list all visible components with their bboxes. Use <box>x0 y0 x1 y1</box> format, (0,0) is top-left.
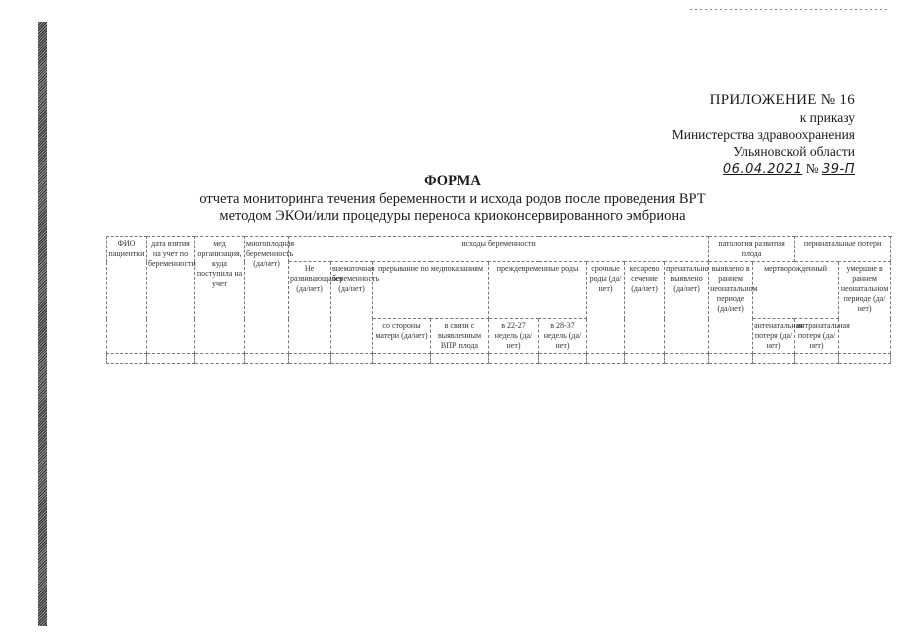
header-registration-date: дата взятия на учет по беременности <box>147 237 195 354</box>
to-order-line: к приказу <box>799 110 855 125</box>
header-termination-maternal: со стороны матери (да/нет) <box>373 319 431 354</box>
region-line: Ульяновской области <box>733 144 855 159</box>
table-cell <box>839 354 891 364</box>
scan-top-line <box>690 9 890 10</box>
header-antenatal-loss: антенатальная потеря (да/нет) <box>753 319 795 354</box>
order-no-label: № <box>805 161 819 176</box>
header-term-birth: срочные роды (да/нет) <box>587 262 625 354</box>
form-subtitle-line1: отчета мониторинга течения беременности и исхода родов после проведения ВРТ <box>199 191 706 207</box>
header-group-termination: прерывание по медпоказаниям <box>373 262 489 319</box>
table-cell <box>587 354 625 364</box>
header-fio: ФИО пациентки <box>107 237 147 354</box>
table-cell <box>709 354 753 364</box>
table-cell <box>245 354 289 364</box>
header-intranatal-loss: интранатальная потеря (да/нет) <box>795 319 839 354</box>
table-cell <box>373 354 431 364</box>
table-cell <box>625 354 665 364</box>
table-row <box>107 354 891 364</box>
ministry-line: Министерства здравоохранения <box>671 127 855 142</box>
header-group-fetal-pathology: патология развития плода <box>709 237 795 262</box>
header-group-perinatal-losses: перинатальные потери <box>795 237 891 262</box>
table-cell <box>195 354 245 364</box>
header-med-org: мед организация, куда поступила на учет <box>195 237 245 354</box>
header-group-stillborn: мертворожденный <box>753 262 839 319</box>
header-cesarean: кесарево сечение (да/нет) <box>625 262 665 354</box>
table-cell <box>107 354 147 364</box>
table-cell <box>665 354 709 364</box>
table-cell <box>431 354 489 364</box>
table-cell <box>147 354 195 364</box>
header-group-outcomes: исходы беременности <box>289 237 709 262</box>
table-cell <box>331 354 373 364</box>
header-termination-fetal: в связи с выявленным ВПР плода <box>431 319 489 354</box>
order-date: 06.04.2021 <box>722 162 803 177</box>
header-multiple-pregnancy: многоплодная беременность (да/нет) <box>245 237 289 354</box>
table-cell <box>795 354 839 364</box>
scan-edge-shadow <box>38 22 47 626</box>
monitoring-table <box>106 236 891 364</box>
header-preterm-22-27: в 22-27 недель (да/нет) <box>489 319 539 354</box>
table-cell <box>289 354 331 364</box>
table-cell <box>753 354 795 364</box>
header-group-preterm: преждевременные роды <box>489 262 587 319</box>
header-missed-pregnancy: Не развивающаяся (да/нет) <box>289 262 331 354</box>
order-number: 39-П <box>821 162 855 177</box>
table-cell <box>489 354 539 364</box>
header-prenatal-detected: пренатально выявлено (да/нет) <box>665 262 709 354</box>
appendix-title: ПРИЛОЖЕНИЕ № 16 <box>709 92 855 108</box>
form-subtitle-line2: методом ЭКОи/или процедуры переноса криоконсервированного эмбриона <box>219 208 686 224</box>
table-cell <box>539 354 587 364</box>
header-early-neonatal-death: умершие в раннем неонатальном периоде (да/нет) <box>839 262 891 354</box>
header-block <box>672 92 855 178</box>
header-preterm-28-37: в 28-37 недель (да/нет) <box>539 319 587 354</box>
header-postnatal-detected: выявлено в раннем неонатальном периоде (да/нет) <box>709 262 753 354</box>
form-title: ФОРМА <box>424 173 481 189</box>
form-subtitle <box>0 191 905 225</box>
header-ectopic-pregnancy: внематочная беременность (да/нет) <box>331 262 373 354</box>
